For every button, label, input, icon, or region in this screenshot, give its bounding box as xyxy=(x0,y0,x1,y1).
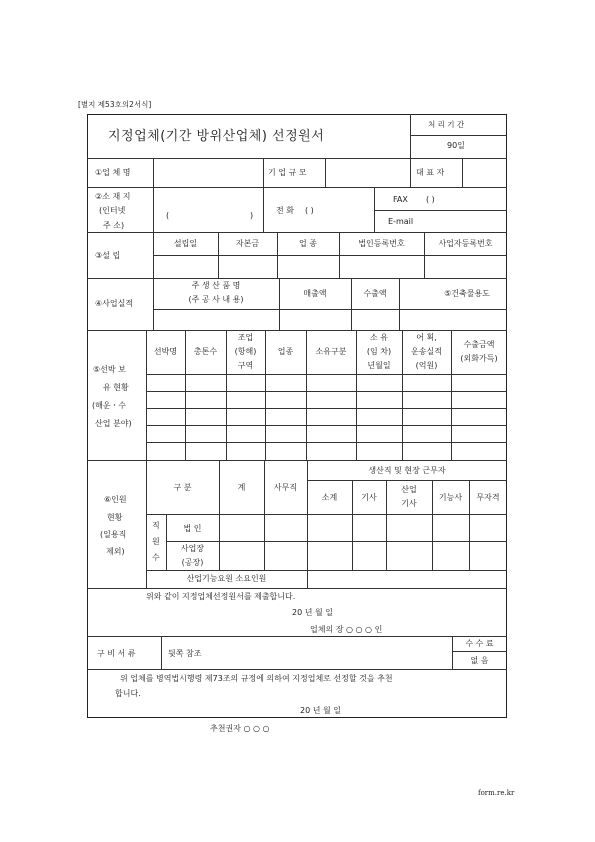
personnel-label-1: ⑥인원 xyxy=(104,495,127,504)
col-ownership-date-1: 소 유 xyxy=(370,333,388,342)
form-frame xyxy=(87,114,507,718)
personnel-total-label: 계 xyxy=(237,483,246,492)
recommendation-line-2: 합니다. xyxy=(115,689,141,698)
personnel-label-2: 현황 xyxy=(107,513,123,522)
location-internet-label: (인터넷 xyxy=(99,206,126,215)
submission-date: 20 년 월 일 xyxy=(292,608,333,617)
col-catch-record-2: 운송실적 xyxy=(411,347,442,356)
personnel-label-3: (일용직 xyxy=(100,530,127,539)
establishment-label: ③설 립 xyxy=(95,251,121,260)
col-business-reg-no: 사업자등록번호 xyxy=(438,239,493,248)
required-documents-value: 뒷쪽 참조 xyxy=(168,649,202,658)
company-name-label: ①업 체 명 xyxy=(95,168,131,177)
personnel-label-4: 제외) xyxy=(106,547,125,556)
main-construction-label: (주 공 사 내 용) xyxy=(188,295,244,304)
corporation-label: 법 인 xyxy=(183,524,202,533)
exports-label: 수출액 xyxy=(363,289,387,298)
fee-label: 수 수 료 xyxy=(465,639,494,648)
building-use-label: ⑤건축물용도 xyxy=(444,289,490,298)
col-operation-area-2: (항해) xyxy=(234,347,257,356)
fee-value: 없 음 xyxy=(470,656,489,665)
submission-statement: 위와 같이 지정업체선정원서를 제출합니다. xyxy=(146,592,296,601)
col-catch-record-1: 어 획, xyxy=(416,333,437,342)
production-staff-label: 생산직 및 현장 근무자 xyxy=(368,466,446,475)
col-established-date: 설립일 xyxy=(173,239,198,248)
col-ship-name: 선박명 xyxy=(153,347,178,356)
required-personnel-label: 산업기능요원 소요인원 xyxy=(186,574,267,583)
form-reference: [별지 제53호의2서식] xyxy=(78,100,152,109)
internet-paren-open: ( xyxy=(166,211,170,220)
personnel-category-label: 구 분 xyxy=(173,483,192,492)
col-export-amount-2: (외화가득) xyxy=(460,354,498,363)
office-staff-label: 사무직 xyxy=(273,483,298,492)
col-ownership-date-2: (임 차) xyxy=(366,347,392,356)
main-product-label: 주 생 산 품 명 xyxy=(191,281,241,290)
col-export-amount-1: 수출금액 xyxy=(463,340,495,349)
business-record-label: ④사업실적 xyxy=(95,299,134,308)
col-ship-industry: 업종 xyxy=(277,347,294,356)
representative-label: 대 표 자 xyxy=(416,168,445,177)
col-industrial-engineer-2: 기사 xyxy=(401,499,417,508)
sales-label: 매출액 xyxy=(303,289,327,298)
recommendation-date: 20 년 월 일 xyxy=(300,706,341,715)
phone-label: 전 화 xyxy=(276,206,294,215)
col-unqualified: 무자격 xyxy=(476,493,500,502)
required-documents-label: 구 비 서 류 xyxy=(97,649,136,658)
ship-holding-label-1: ⑤선박 보 xyxy=(93,365,126,374)
workplace-label-2: (공장) xyxy=(181,558,204,567)
phone-area-paren: ( ) xyxy=(305,206,314,215)
staff-count-label-3: 수 xyxy=(152,553,160,562)
submission-signer: 업체의 장 ○ ○ ○ 인 xyxy=(310,625,383,634)
recommendation-line-1: 위 업체를 병역법시행령 제73조의 규정에 의하여 지정업체로 선정할 것을 추천 xyxy=(120,674,393,683)
fax-area-paren: ( ) xyxy=(426,195,435,204)
col-operation-area-1: 조업 xyxy=(237,333,254,342)
col-gross-tonnage: 총톤수 xyxy=(193,347,218,356)
col-ownership-type: 소유구분 xyxy=(315,347,347,356)
col-engineer: 기사 xyxy=(361,493,377,502)
location-address-label: 주 소) xyxy=(103,221,125,230)
location-label: ②소 재 지 xyxy=(95,192,131,201)
company-size-label: 기 업 규 모 xyxy=(268,168,307,177)
ship-holding-label-3: (해운ㆍ수 xyxy=(92,401,127,410)
staff-count-label-2: 원 xyxy=(152,537,160,546)
col-subtotal: 소계 xyxy=(321,493,338,502)
processing-period-value: 90일 xyxy=(447,141,465,150)
internet-paren-close: ) xyxy=(250,211,254,220)
col-industry: 업 종 xyxy=(299,239,317,248)
footer-source: form.re.kr xyxy=(478,789,515,797)
col-catch-record-3: (억원) xyxy=(415,361,438,370)
fax-label: FAX xyxy=(393,195,408,204)
col-ownership-date-3: 년월일 xyxy=(367,361,391,370)
workplace-label-1: 사업장 xyxy=(180,544,205,553)
col-industrial-engineer-1: 산업 xyxy=(401,485,417,494)
email-label: E-mail xyxy=(388,217,414,226)
col-corp-reg-no: 법인등록번호 xyxy=(358,239,405,248)
col-operation-area-3: 구역 xyxy=(237,361,254,370)
ship-holding-label-4: 산업 분야) xyxy=(95,419,132,428)
form-title: 지정업체(기간 방위산업체) 선정원서 xyxy=(108,129,325,144)
staff-count-label-1: 직 xyxy=(152,521,160,530)
col-capital: 자본금 xyxy=(235,239,260,248)
ship-holding-label-2: 유 현황 xyxy=(103,383,129,392)
processing-period-label: 처 리 기 간 xyxy=(428,120,465,129)
col-craftsman: 기능사 xyxy=(438,493,463,502)
recommender-signer: 추천권자 ○ ○ ○ xyxy=(210,724,270,733)
